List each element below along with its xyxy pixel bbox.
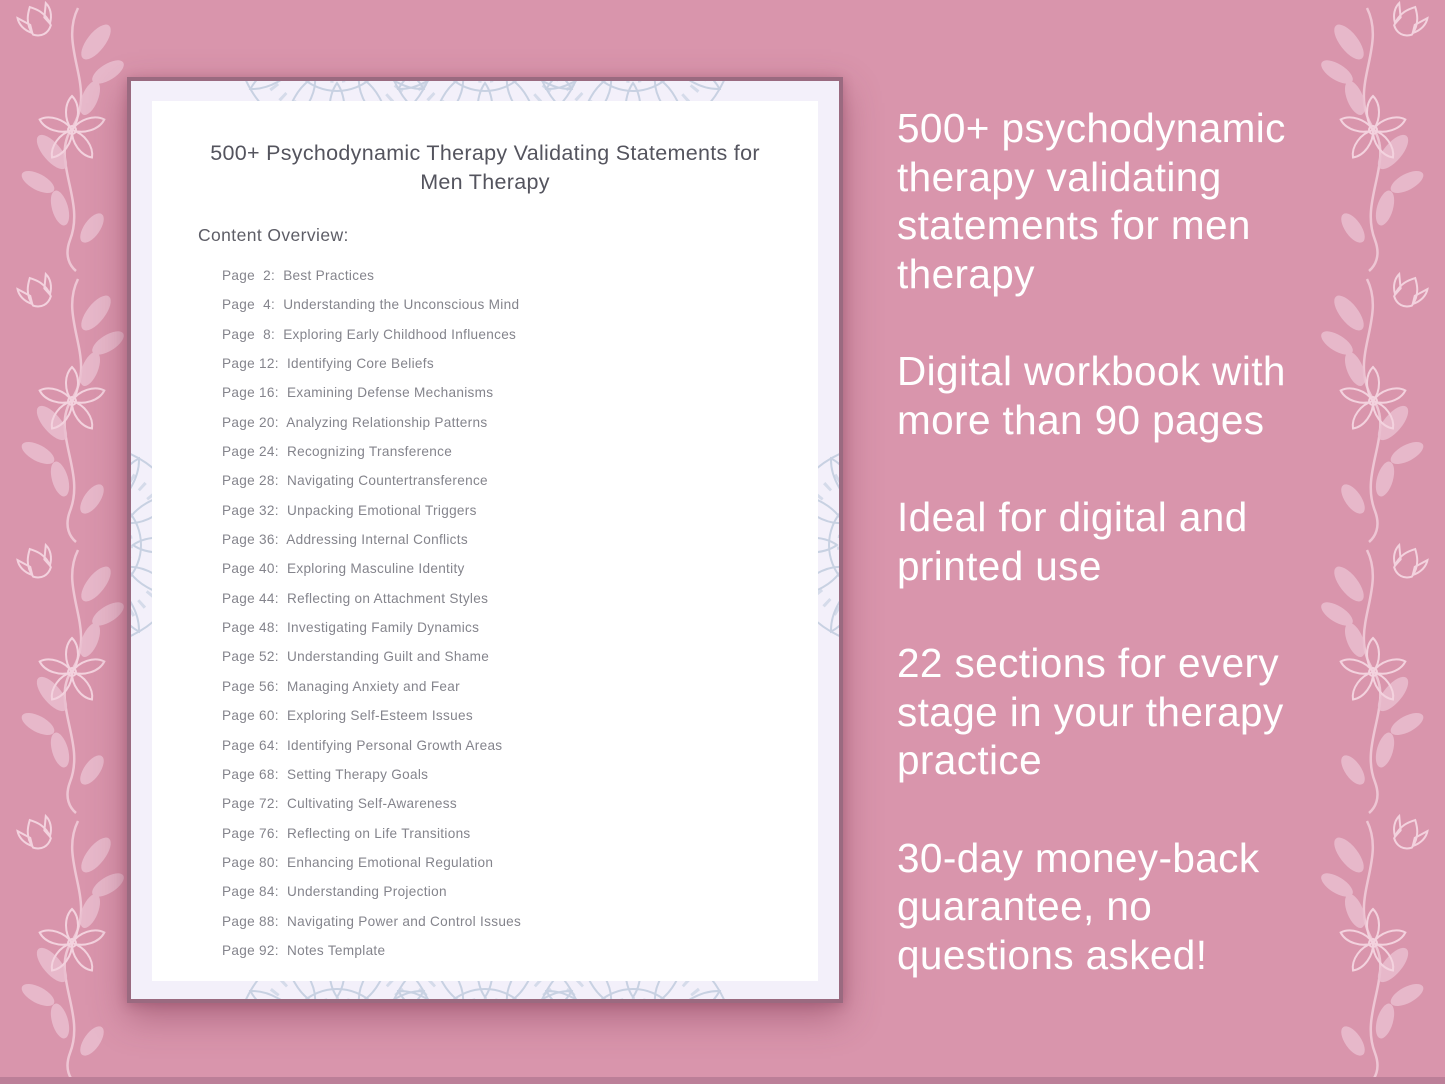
benefit-paragraph: 30-day money-back guarantee, no questions asked! [897,834,1260,978]
toc-item: Page 48: Investigating Family Dynamics [222,620,480,636]
toc-item: Page 12: Identifying Core Beliefs [222,356,434,372]
table-of-contents [222,261,818,965]
document-preview-page [127,77,843,1003]
toc-item: Page 16: Examining Defense Mechanisms [222,385,494,401]
toc-item: Page 80: Enhancing Emotional Regulation [222,854,494,870]
toc-item: Page 76: Reflecting on Life Transitions [222,825,471,841]
toc-item: Page 36: Addressing Internal Conflicts [222,532,468,548]
toc-item: Page 88: Navigating Power and Control Issues [222,913,522,929]
content-overview-heading: Content Overview: [198,225,349,245]
floral-vine-left-icon [0,0,138,1084]
toc-item: Page 92: Notes Template [222,942,386,958]
toc-item: Page 60: Exploring Self-Esteem Issues [222,708,473,724]
toc-item: Page 56: Managing Anxiety and Fear [222,678,460,694]
toc-item: Page 2: Best Practices [222,268,375,283]
benefit-paragraph: 22 sections for every stage in your therapy practice [897,640,1284,783]
toc-item: Page 52: Understanding Guilt and Shame [222,649,490,665]
toc-item: Page 68: Setting Therapy Goals [222,766,429,782]
benefit-paragraph: 500+ psychodynamic therapy validating statements for men therapy [897,105,1286,297]
benefit-paragraph: Digital workbook with more than 90 pages [897,348,1286,443]
toc-item: Page 84: Understanding Projection [222,884,447,900]
toc-item: Page 24: Recognizing Transference [222,444,453,460]
toc-item: Page 44: Reflecting on Attachment Styles [222,590,489,606]
toc-item: Page 40: Exploring Masculine Identity [222,561,465,577]
bottom-edge-strip [0,1077,1445,1084]
toc-item: Page 20: Analyzing Relationship Patterns [222,414,488,430]
document-content-sheet [152,101,818,981]
toc-item: Page 28: Navigating Countertransference [222,473,488,489]
toc-item: Page 72: Cultivating Self-Awareness [222,796,457,812]
document-title: 500+ Psychodynamic Therapy Validating Statements for Men Therapy [210,141,760,194]
benefit-paragraph: Ideal for digital and printed use [897,494,1248,589]
toc-item: Page 8: Exploring Early Childhood Influences [222,326,517,342]
toc-item: Page 32: Unpacking Emotional Triggers [222,502,477,518]
toc-item: Page 64: Identifying Personal Growth Areas [222,737,503,753]
marketing-copy [897,104,1367,1028]
toc-item: Page 4: Understanding the Unconscious Mind [222,297,520,313]
